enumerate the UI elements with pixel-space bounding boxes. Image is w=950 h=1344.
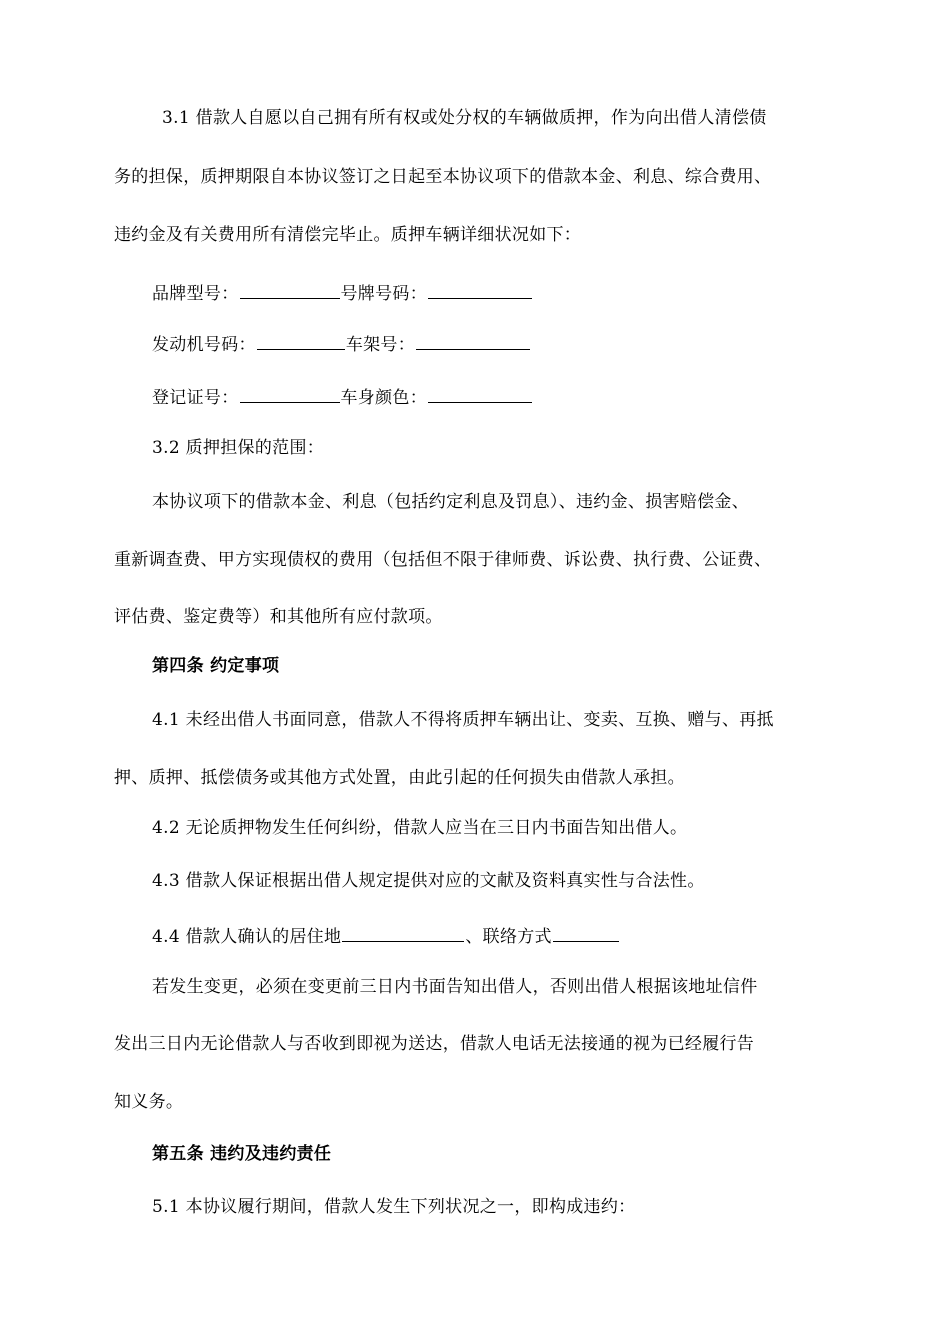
clause-4-4-middle: 、联络方式 xyxy=(465,927,552,947)
brand-model-label: 品牌型号： xyxy=(152,284,239,304)
contact-blank xyxy=(553,921,619,942)
engine-number-blank xyxy=(257,329,345,350)
plate-number-blank xyxy=(428,278,532,299)
brand-model-blank xyxy=(240,278,340,299)
clause-4-3: 4.3 借款人保证根据出借人规定提供对应的文献及资料真实性与合法性。 xyxy=(152,871,705,891)
clause-4-4-cont-line-2: 发出三日内无论借款人与否收到即视为送达，借款人电话无法接通的视为已经履行告 xyxy=(114,1034,755,1054)
clause-3-2-line-1: 本协议项下的借款本金、利息（包括约定利息及罚息）、违约金、损害赔偿金、 xyxy=(152,492,749,512)
registration-number-blank xyxy=(240,382,340,403)
clause-4-1-line-2: 押、质押、抵偿债务或其他方式处置，由此引起的任何损失由借款人承担。 xyxy=(114,768,685,788)
body-color-blank xyxy=(428,382,532,403)
clause-3-1-line-3: 违约金及有关费用所有清偿完毕止。质押车辆详细状况如下： xyxy=(114,225,582,245)
clause-4-2: 4.2 无论质押物发生任何纠纷，借款人应当在三日内书面告知出借人。 xyxy=(152,818,688,838)
clause-3-2-line-2: 重新调查费、甲方实现债权的费用（包括但不限于律师费、诉讼费、执行费、公证费、 xyxy=(114,550,772,570)
vehicle-row-2 xyxy=(152,329,531,357)
clause-3-1-line-2: 务的担保，质押期限自本协议签订之日起至本协议项下的借款本金、利息、综合费用、 xyxy=(114,167,772,187)
clause-3-2-line-3: 评估费、鉴定费等）和其他所有应付款项。 xyxy=(114,607,443,627)
clause-4-4-prefix: 4.4 借款人确认的居住地 xyxy=(152,927,342,947)
section-4-heading: 第四条 约定事项 xyxy=(152,656,280,676)
clause-4-4 xyxy=(152,921,620,949)
plate-number-label: 号牌号码： xyxy=(340,284,427,304)
engine-number-label: 发动机号码： xyxy=(152,335,256,355)
clause-4-1-line-1: 4.1 未经出借人书面同意，借款人不得将质押车辆出让、变卖、互换、赠与、再抵 xyxy=(152,710,774,730)
residence-blank xyxy=(342,921,464,942)
section-5-heading: 第五条 违约及违约责任 xyxy=(152,1144,332,1164)
clause-5-1: 5.1 本协议履行期间，借款人发生下列状况之一，即构成违约： xyxy=(152,1197,636,1217)
vehicle-row-3 xyxy=(152,382,533,410)
frame-number-blank xyxy=(416,329,530,350)
registration-number-label: 登记证号： xyxy=(152,388,239,408)
body-color-label: 车身颜色： xyxy=(340,388,427,408)
clause-3-2-title: 3.2 质押担保的范围： xyxy=(152,438,325,458)
clause-4-4-cont-line-3: 知义务。 xyxy=(114,1092,184,1112)
clause-3-1-line-1: 3.1 借款人自愿以自己拥有所有权或处分权的车辆做质押，作为向出借人清偿债 xyxy=(162,108,767,128)
clause-4-4-cont-line-1: 若发生变更，必须在变更前三日内书面告知出借人，否则出借人根据该地址信件 xyxy=(152,977,758,997)
frame-number-label: 车架号： xyxy=(345,335,416,355)
vehicle-row-1 xyxy=(152,278,533,306)
